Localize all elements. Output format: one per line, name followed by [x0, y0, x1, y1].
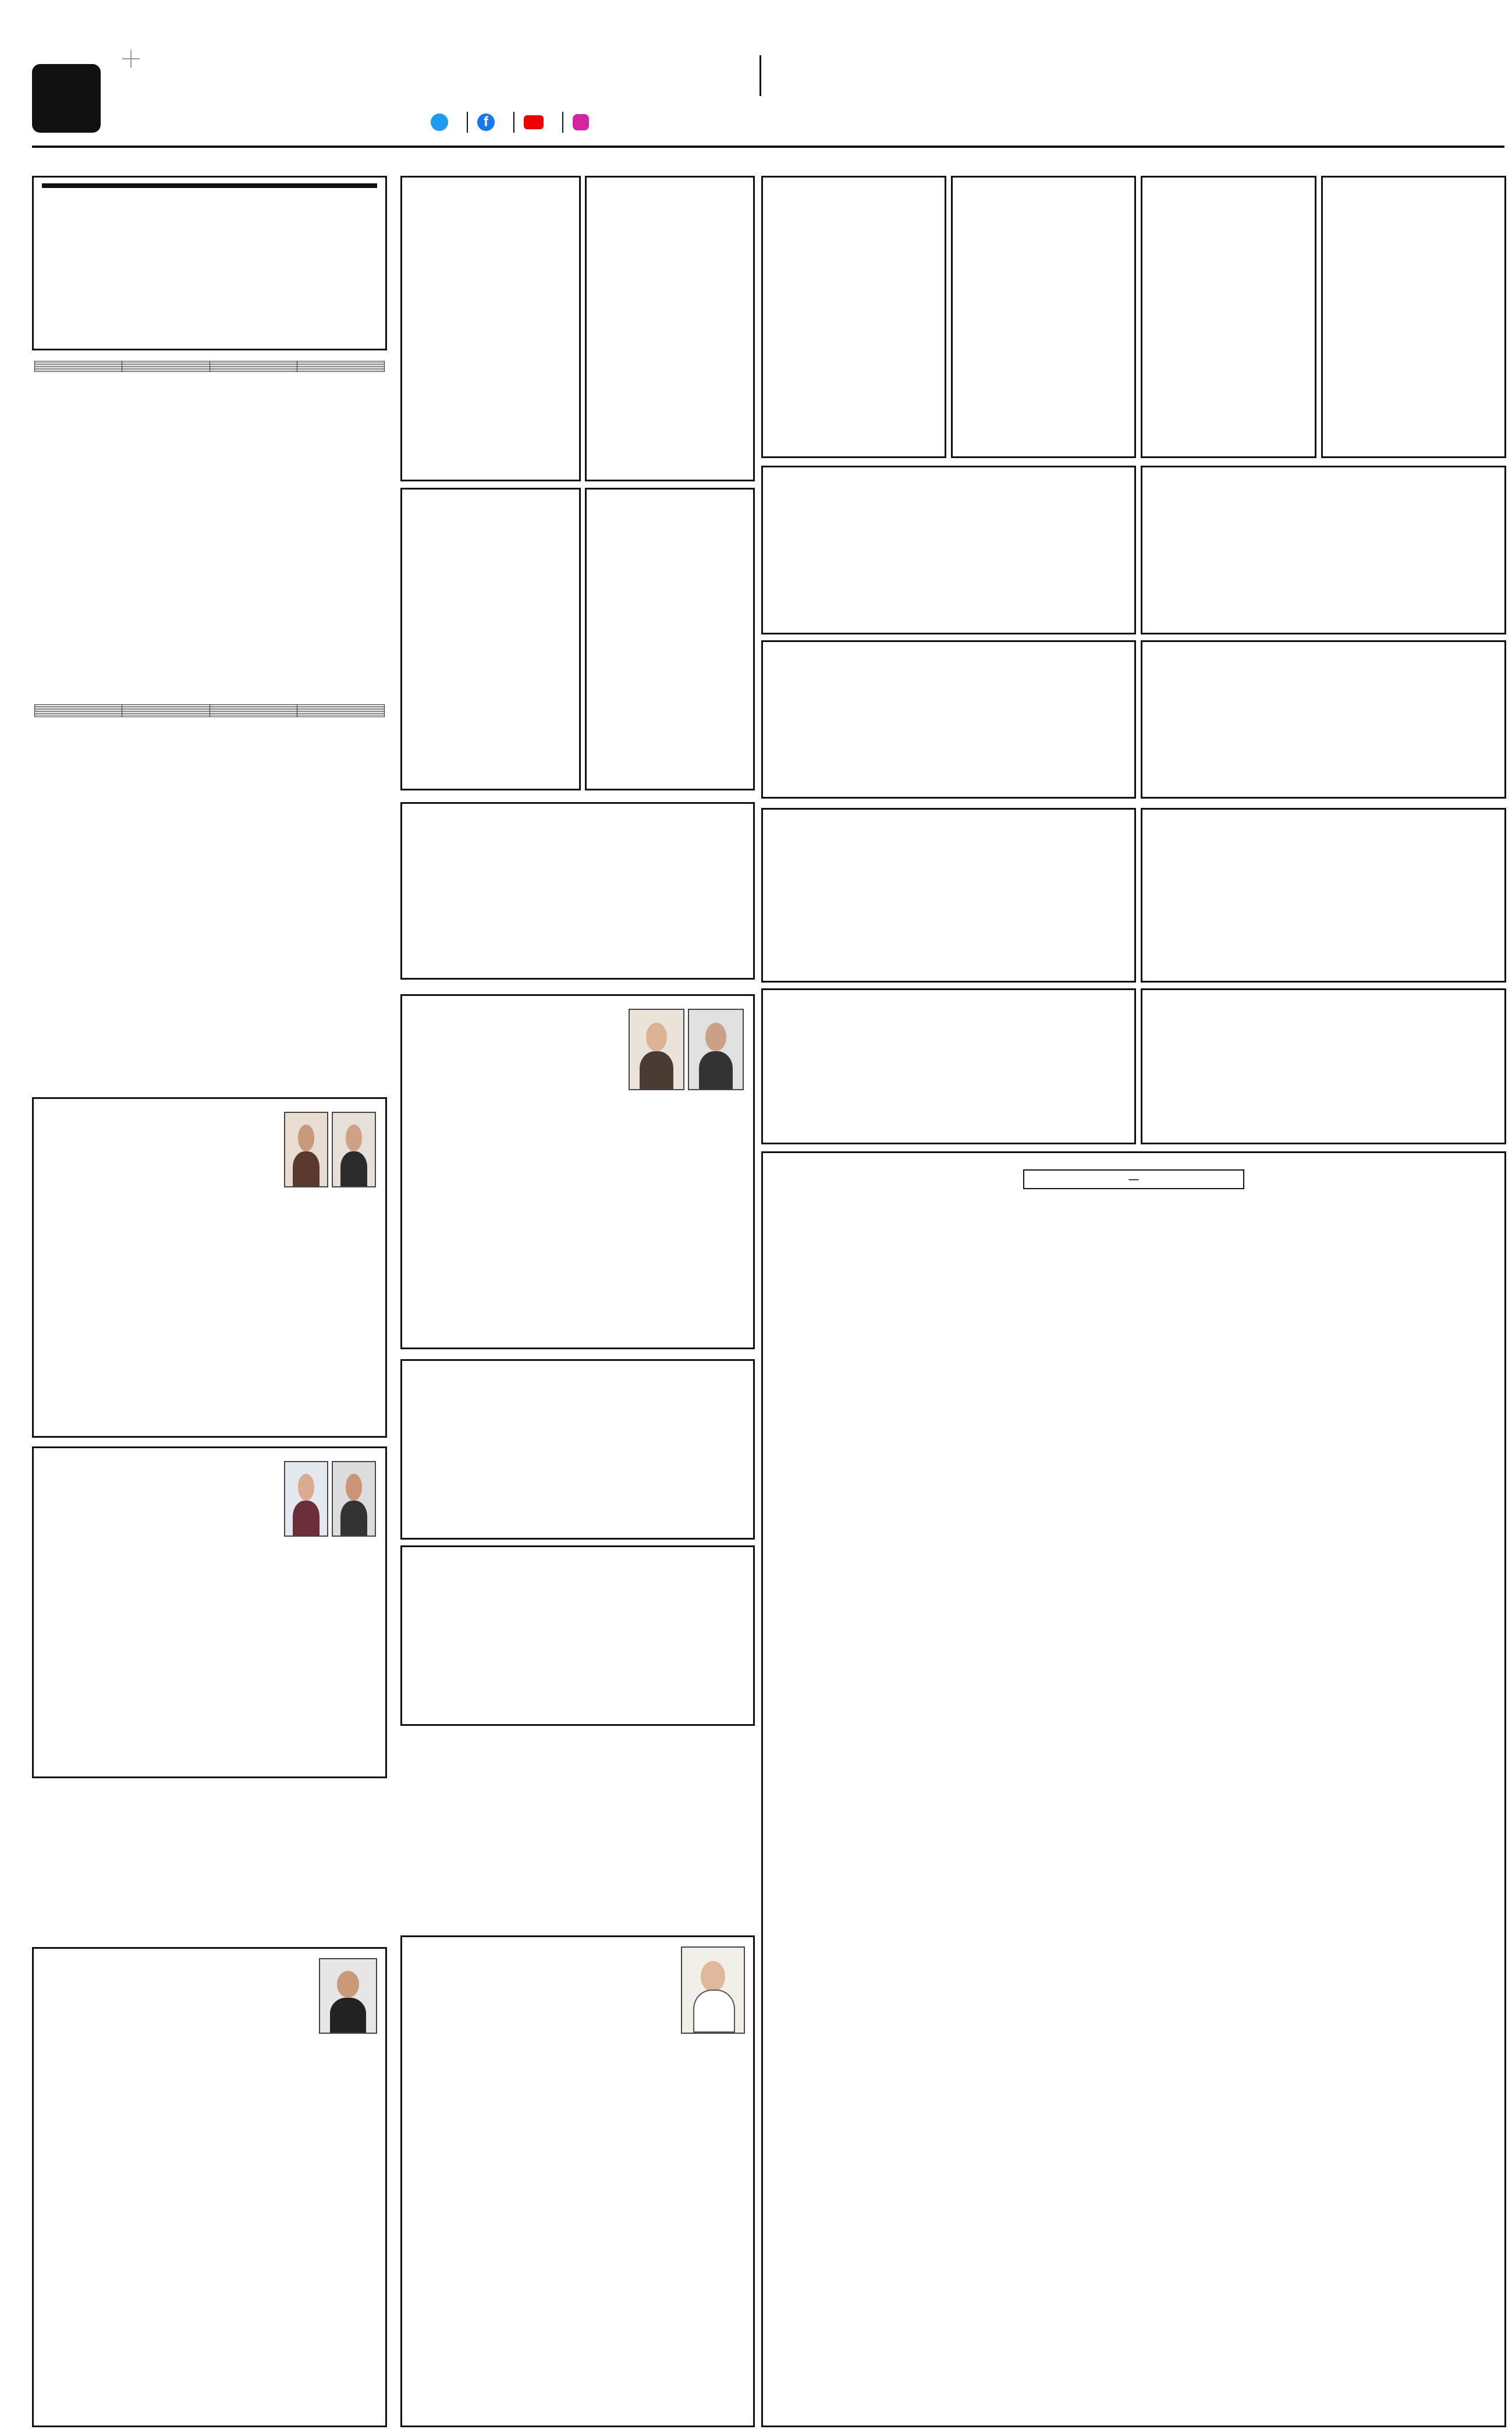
- applicant-photo: [319, 1958, 377, 2034]
- twitter-icon: [431, 114, 448, 131]
- applicant-photo: [629, 1009, 684, 1090]
- notice-tahir: [761, 466, 1136, 634]
- pn-sehab: [761, 988, 1136, 1144]
- notice-body: [410, 1009, 623, 1096]
- separator: [467, 112, 468, 133]
- pn-tabasum: [761, 808, 1136, 983]
- cell: [35, 715, 122, 717]
- celebration-box: —: [1023, 1169, 1244, 1189]
- notice-moochi-2: [400, 488, 581, 790]
- applicant-photo: [284, 1461, 328, 1537]
- notice-quadir: [585, 488, 755, 790]
- social-bar: [431, 108, 598, 137]
- separator: [513, 112, 514, 133]
- pn-zubair: [761, 176, 946, 458]
- traffic-advisory: [761, 1151, 1506, 2427]
- pn-khadeja: [761, 640, 1136, 799]
- passport-notice: [400, 802, 755, 980]
- pn-aadil: [951, 176, 1136, 458]
- urdu-ad-2: [32, 698, 387, 1083]
- urdu-ishtehar: [32, 176, 387, 350]
- notice-gazenfar: [1141, 808, 1506, 983]
- notice-nayarah: [400, 1737, 755, 1924]
- cell: [122, 370, 210, 372]
- notice-sajjad: [1141, 988, 1506, 1144]
- page-number-badge: [32, 64, 101, 133]
- pn-bashir: [400, 1359, 755, 1540]
- arto-notice-3: [400, 994, 755, 1349]
- cell: [297, 370, 384, 372]
- crosshair-mark: [130, 50, 132, 68]
- notice-moochi: [32, 1790, 387, 1935]
- pn-adil: [1321, 176, 1506, 458]
- arto-notice-1: [32, 1097, 387, 1438]
- youtube-icon: [524, 115, 544, 129]
- heirs-table: [34, 704, 385, 717]
- cell: [122, 715, 210, 717]
- table-row: [35, 370, 385, 372]
- notice-mir: [400, 176, 581, 481]
- jkbose-notice-2: [400, 1935, 755, 2427]
- pn-nisar: [1141, 176, 1316, 458]
- arto-notice-2: [32, 1446, 387, 1778]
- table-row: [35, 715, 385, 717]
- notice-nimrah: [1141, 466, 1506, 634]
- cell: [210, 370, 297, 372]
- notice-body: [410, 1946, 675, 2034]
- notice-sultan: [1141, 640, 1506, 799]
- urdu-ad-1: [32, 355, 387, 693]
- notice-body: [42, 1112, 278, 1199]
- cell: [35, 370, 122, 372]
- separator: [562, 112, 563, 133]
- applicant-photo: [332, 1461, 376, 1537]
- applicant-photo: [332, 1112, 376, 1187]
- pn-rashid: [400, 1545, 755, 1726]
- notice-manzoor: [585, 176, 755, 481]
- heirs-table: [34, 361, 385, 372]
- instagram-icon: [573, 114, 589, 130]
- facebook-icon: f: [477, 114, 495, 131]
- applicant-photo: [681, 1946, 745, 2034]
- ishtehar-title: [42, 183, 377, 188]
- cell: [210, 715, 297, 717]
- cell: [297, 715, 384, 717]
- masthead-divider: [759, 55, 761, 96]
- jkbose-notice-1: [32, 1947, 387, 2427]
- applicant-photo: [284, 1112, 328, 1187]
- notice-body: [42, 1958, 313, 2034]
- applicant-photo: [688, 1009, 744, 1090]
- masthead-rule: [32, 146, 1504, 148]
- notice-body: [42, 1461, 278, 1548]
